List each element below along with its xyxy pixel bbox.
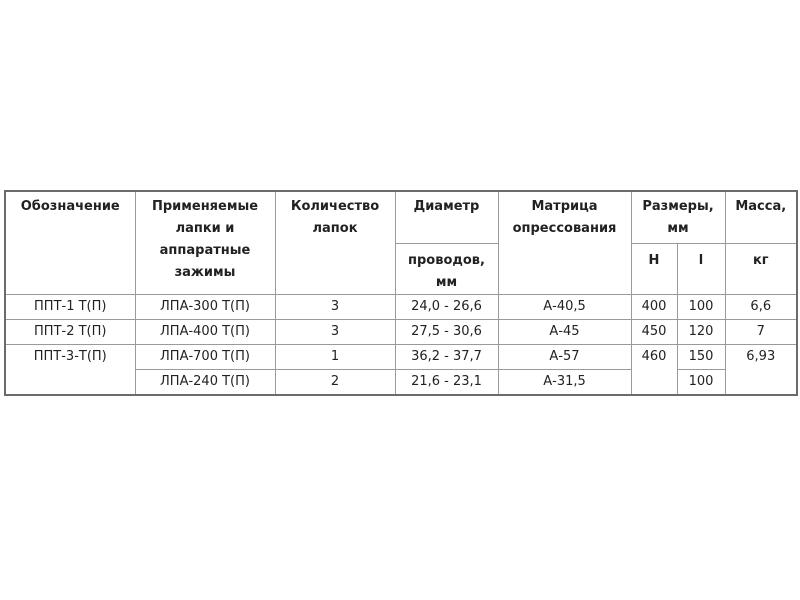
- header-row-1: [5, 191, 797, 243]
- size-l-cell: 100: [677, 294, 725, 319]
- header-lugs: Применяемые лапки и аппаратные зажимы: [135, 191, 275, 294]
- designation-cell: ППТ-1 Т(П): [5, 294, 135, 319]
- header-mass: Масса,: [725, 191, 797, 243]
- size-l-cell: 120: [677, 319, 725, 344]
- mass-cell: 6,6: [725, 294, 797, 319]
- header-matrix: Матрица опрессования: [498, 191, 631, 294]
- lug-cell: ЛПА-300 Т(П): [135, 294, 275, 319]
- size-l-cell: 100: [677, 369, 725, 395]
- header-sizes: Размеры, мм: [631, 191, 725, 243]
- diameter-cell: 36,2 - 37,7: [395, 344, 498, 369]
- count-cell: 2: [275, 369, 395, 395]
- size-h-cell: 450: [631, 319, 677, 344]
- header-designation: Обозначение: [5, 191, 135, 294]
- header-mass-unit: кг: [725, 243, 797, 294]
- count-cell: 3: [275, 294, 395, 319]
- size-h-cell: 460: [631, 344, 677, 395]
- matrix-cell: А-57: [498, 344, 631, 369]
- designation-cell: ППТ-3-Т(П): [5, 344, 135, 395]
- matrix-cell: А-40,5: [498, 294, 631, 319]
- lug-cell: ЛПА-700 Т(П): [135, 344, 275, 369]
- matrix-cell: А-45: [498, 319, 631, 344]
- table-row: [5, 319, 797, 344]
- diameter-cell: 21,6 - 23,1: [395, 369, 498, 395]
- mass-cell: 7: [725, 319, 797, 344]
- designation-cell: ППТ-2 Т(П): [5, 319, 135, 344]
- size-l-cell: 150: [677, 344, 725, 369]
- table-row: [5, 344, 797, 369]
- diameter-cell: 24,0 - 26,6: [395, 294, 498, 319]
- mass-cell: 6,93: [725, 344, 797, 395]
- header-size-l: l: [677, 243, 725, 294]
- lug-cell: ЛПА-240 Т(П): [135, 369, 275, 395]
- diameter-cell: 27,5 - 30,6: [395, 319, 498, 344]
- size-h-cell: 400: [631, 294, 677, 319]
- header-diameter-unit: проводов, мм: [395, 243, 498, 294]
- count-cell: 1: [275, 344, 395, 369]
- header-lug-count: Количество лапок: [275, 191, 395, 294]
- matrix-cell: А-31,5: [498, 369, 631, 395]
- header-diameter: Диаметр: [395, 191, 498, 243]
- table-row: [5, 294, 797, 319]
- header-size-h: Н: [631, 243, 677, 294]
- lug-cell: ЛПА-400 Т(П): [135, 319, 275, 344]
- specifications-table: [4, 190, 798, 396]
- count-cell: 3: [275, 319, 395, 344]
